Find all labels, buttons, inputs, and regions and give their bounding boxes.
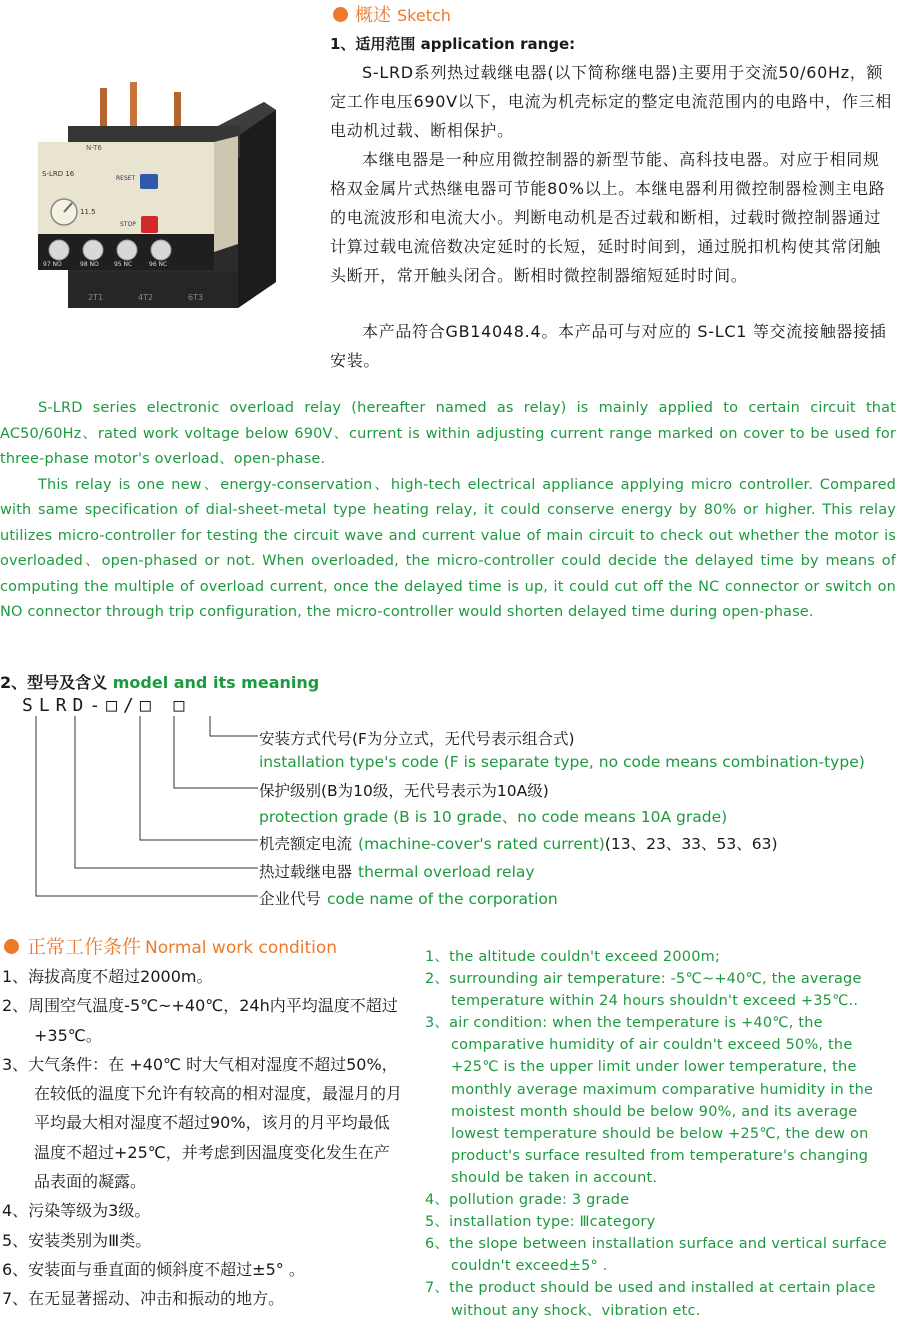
reset-button-icon — [140, 174, 158, 189]
model-heading-zh: 2、型号及含义 — [0, 673, 108, 692]
list-item: 1、海拔高度不超过2000m。 — [2, 967, 213, 986]
model-line-installation-en: installation type's code (F is separate type, no code means combination-type) — [259, 753, 865, 771]
application-range-heading: 1、适用范围 application range: — [330, 35, 576, 53]
english-description — [0, 396, 896, 626]
terminal-label: 95 NC — [114, 261, 133, 268]
english-paragraph-2: This relay is one new、energy-conservation、high-tech electrical appliance applying micro controller. Compared with same specification of dial-sheet-metal type heating relay, it could conserve energy by 80% or higher. This relay utilizes micro-controller for testing the circuit wave and current value of main circuit to check out whether the motor is overloaded、open-phased or not. When overloaded, the micro-controller could decide the delayed time by means of computing the multiple of overload current, once the delayed time is up, it could cut off the NC connector or switch on NO connector through trip configuration, the micro-controller would shorten delayed time during open-phase. — [0, 476, 896, 620]
list-item: 7、在无显著摇动、冲击和振动的地方。 — [2, 1289, 285, 1309]
model-heading-en: model and its meaning — [112, 673, 320, 692]
english-paragraph-1: S-LRD series electronic overload relay (hereafter named as relay) is mainly applied to certain circuit that AC50/60Hz、rated work voltage below 690V、current is within adjusting current range marked on cover to be used for three-phase motor's overload、open-phase. — [0, 400, 896, 467]
list-item: 4、污染等级为3级。 — [2, 1201, 151, 1221]
list-item: 2、周围空气温度-5℃~+40℃，24h内平均温度不超过+35℃。 — [2, 996, 398, 1045]
model-line-corporation: 企业代号 code name of the corporation — [259, 890, 558, 908]
sketch-heading-en: Sketch — [397, 6, 451, 25]
stop-button-icon — [141, 216, 158, 233]
model-bracket-lines — [0, 700, 270, 910]
bottom-terminal-label: 6T3 — [188, 293, 204, 302]
list-item: 2、surrounding air temperature: -5℃~+40℃, the average temperature within 24 hours shouldn't exceed +35℃.. — [425, 971, 862, 1010]
model-code: SLRD-□/□ □ — [22, 695, 191, 716]
brand-label: N-T6 — [86, 144, 102, 152]
list-item: 5、installation type: Ⅲcategory — [425, 1214, 656, 1231]
normal-condition-heading-en: Normal work condition — [145, 938, 338, 958]
terminal-label: 97 NO — [43, 261, 62, 268]
list-item: 1、the altitude couldn't exceed 2000m; — [425, 949, 721, 965]
list-item: 6、the slope between installation surface and vertical surface couldn't exceed±5° . — [425, 1236, 887, 1275]
reset-label: RESET — [116, 175, 136, 182]
list-item: 7、the product should be used and installed at certain place without any shock、vibration etc. — [425, 1280, 876, 1319]
model-line-thermal-relay: 热过载继电器 thermal overload relay — [259, 863, 535, 881]
dial-value: 11.5 — [80, 208, 96, 216]
normal-condition-heading-zh: 正常工作条件 — [27, 936, 142, 958]
terminal-label: 96 NC — [149, 261, 168, 268]
model-heading — [0, 670, 319, 693]
sketch-paragraph-3: 本产品符合GB14048.4。本产品可与对应的 S-LC1 等交流接触器接插安装。 — [330, 322, 887, 370]
list-item: 3、大气条件：在 +40℃ 时大气相对湿度不超过50%，在较低的温度下允许有较高的相对湿度，最湿月的月平均最大相对湿度不超过90%，该月的月平均最低温度不超过+25℃，并考虑到因温度变化发生在产品表面的凝露。 — [2, 1054, 403, 1192]
bullet-dot-icon — [333, 7, 348, 22]
bottom-terminal-label: 2T1 — [88, 293, 104, 302]
normal-condition-list-en — [425, 946, 900, 1322]
list-item: 4、pollution grade: 3 grade — [425, 1192, 630, 1209]
sketch-paragraph-1: S-LRD系列热过载继电器(以下简称继电器)主要用于交流50/60Hz，额定工作电压690V以下，电流为机壳标定的整定电流范围内的电路中，作三相电动机过载、断相保护。 — [330, 63, 892, 140]
sketch-paragraph-2: 本继电器是一种应用微控制器的新型节能、高科技电器。对应于相同规格双金属片式热继电器可节能80%以上。本继电器利用微控制器检测主电路的电流波形和电流大小。判断电动机是否过载和断相，过载时微控制器通过计算过载电流倍数决定延时的长短，延时时间到，通过脱扣机构使其常闭触头断开，常开触头闭合。断相时微控制器缩短延时时间。 — [330, 150, 886, 285]
list-item: 6、安装面与垂直面的倾斜度不超过±5° 。 — [2, 1259, 305, 1279]
model-line-installation-zh: 安装方式代号(F为分立式，无代号表示组合式) — [259, 730, 575, 748]
list-item: 3、air condition: when the temperature is +40℃, the comparative humidity of air couldn't exceed 50%, the +25℃ is the upper limit under lower temperature, the monthly average maximum comparative humidity in the moistest month should be below 90%, and its average lowest temperature should be below +25℃, the dew on product's surface resulted from temperature's changing should be taken in account. — [425, 1015, 874, 1186]
normal-condition-heading — [4, 932, 337, 959]
bottom-terminal-label: 4T2 — [138, 293, 154, 302]
model-label: S-LRD 16 — [42, 170, 75, 178]
sketch-heading — [333, 1, 451, 27]
bullet-dot-icon — [4, 939, 19, 954]
terminal-label: 98 NO — [80, 261, 99, 268]
relay-product-image — [28, 82, 290, 314]
model-line-protection-zh: 保护级别(B为10级，无代号表示为10A级) — [259, 782, 549, 800]
model-line-rated-current: 机壳额定电流 (machine-cover's rated current)(13、23、33、53、63) — [259, 835, 778, 853]
stop-label: STOP — [120, 221, 136, 228]
sketch-heading-zh: 概述 — [355, 5, 391, 26]
list-item: 5、安装类别为Ⅲ类。 — [2, 1230, 152, 1250]
normal-condition-list-zh — [2, 962, 402, 1314]
model-line-protection-en: protection grade (B is 10 grade、no code means 10A grade) — [259, 808, 728, 826]
